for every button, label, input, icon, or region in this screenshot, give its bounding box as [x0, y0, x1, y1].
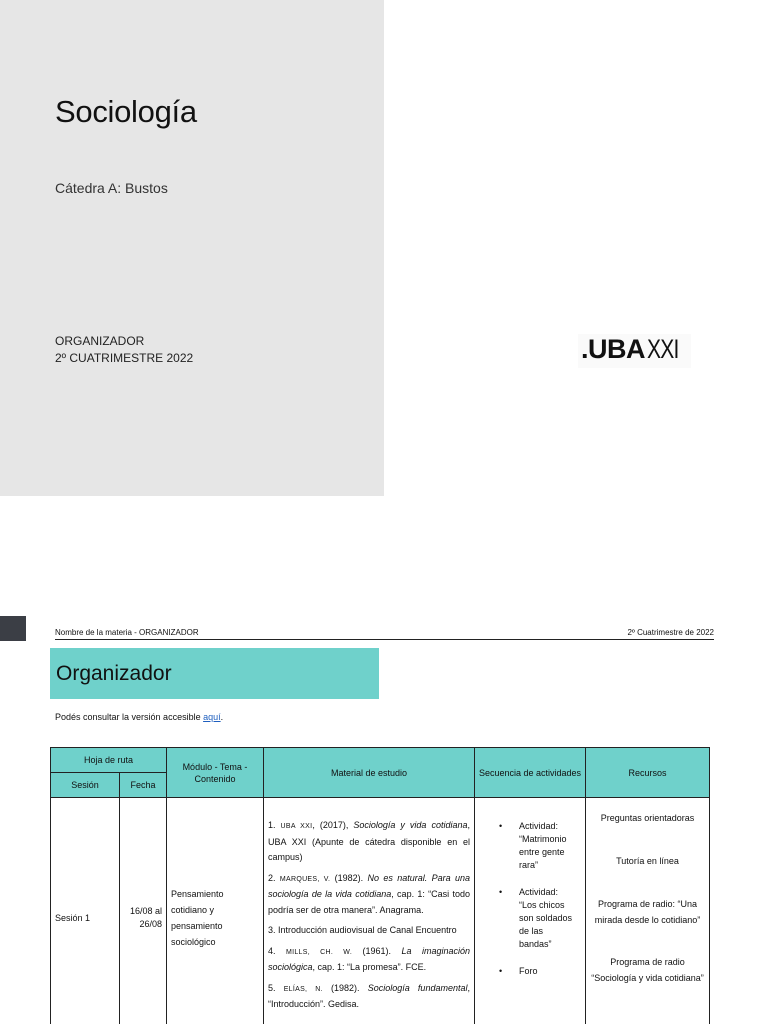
bullet-icon: • — [499, 887, 503, 897]
topic-cell: Pensamiento cotidiano y pensamiento sociológico — [167, 798, 264, 1024]
resource-item: Programa de radio: “Una mirada desde lo cotidiano” — [594, 899, 701, 925]
side-tab — [0, 616, 26, 641]
material-item: 2. MARQUES, V. (1982). No es natural. Para una sociología de la vida cotidiana, cap. 1: “Casi todo podría ser de otra manera”. Anagrama. — [268, 872, 471, 915]
access-note-text: Podés consultar la versión accesible — [55, 712, 204, 722]
list-item: • Actividad: “Matrimonio entre gente rara” — [499, 821, 567, 870]
header-fecha: Fecha — [120, 773, 167, 798]
access-note — [55, 712, 223, 722]
cover-meta-term: 2º CUATRIMESTRE 2022 — [55, 351, 194, 365]
table-row — [51, 798, 710, 1024]
cover-title: Sociología — [55, 94, 197, 129]
list-item: • Foro — [499, 966, 538, 976]
page-header — [55, 628, 714, 640]
session-cell: Sesión 1 — [51, 798, 120, 1024]
material-item: 3. Introducción audiovisual de Canal Encuentro — [268, 925, 457, 935]
material-item: 5. ELÍAS, N. (1982). Sociología fundamental, “Introducción”. Gedisa. — [268, 982, 470, 1009]
cover-panel — [0, 0, 384, 496]
resource-item: Programa de radio “Sociología y vida cotidiana” — [591, 957, 704, 983]
access-note-suffix: . — [220, 712, 224, 722]
resource-item: Tutoría en línea — [616, 856, 679, 866]
resource-item: Preguntas orientadoras — [600, 813, 695, 823]
cover-meta — [55, 333, 193, 367]
header-left: Nombre de la materia - ORGANIZADOR — [55, 628, 199, 637]
header-material: Material de estudio — [264, 748, 475, 798]
material-item: 4. MILLS, CH. W. (1961). La imaginación sociológica, cap. 1: “La promesa”. FCE. — [268, 945, 470, 972]
section-title: Organizador — [56, 661, 172, 685]
bullet-icon: • — [499, 821, 503, 831]
activities-cell — [475, 798, 586, 1024]
bullet-icon: • — [499, 966, 503, 976]
header-hoja-de-ruta: Hoja de ruta — [51, 748, 167, 773]
resources-cell — [586, 798, 710, 1024]
organizer-table — [50, 747, 710, 1024]
material-cell — [264, 798, 475, 1024]
activities-list — [479, 820, 581, 978]
header-right: 2º Cuatrimestre de 2022 — [627, 628, 714, 637]
accessible-version-link[interactable]: aquí — [203, 712, 221, 722]
header-secuencia: Secuencia de actividades — [475, 748, 586, 798]
header-modulo: Módulo - Tema - Contenido — [167, 748, 264, 798]
header-sesion: Sesión — [51, 773, 120, 798]
section-banner — [50, 648, 379, 699]
header-recursos: Recursos — [586, 748, 710, 798]
logo-text-uba: .UBA — [581, 334, 645, 364]
material-item: 1. UBA XXI, (2017), Sociología y vida cotidiana, UBA XXI (Apunte de cátedra disponible en el campus) — [268, 820, 470, 862]
cover-subtitle: Cátedra A: Bustos — [55, 180, 168, 196]
list-item: • Actividad: “Los chicos son soldados de las bandas” — [499, 887, 573, 949]
logo-text-xxi: XXI — [647, 334, 679, 364]
date-cell: 16/08 al 26/08 — [120, 798, 167, 1024]
cover-meta-doc-type: ORGANIZADOR — [55, 334, 145, 348]
uba-xxi-logo — [578, 334, 691, 368]
